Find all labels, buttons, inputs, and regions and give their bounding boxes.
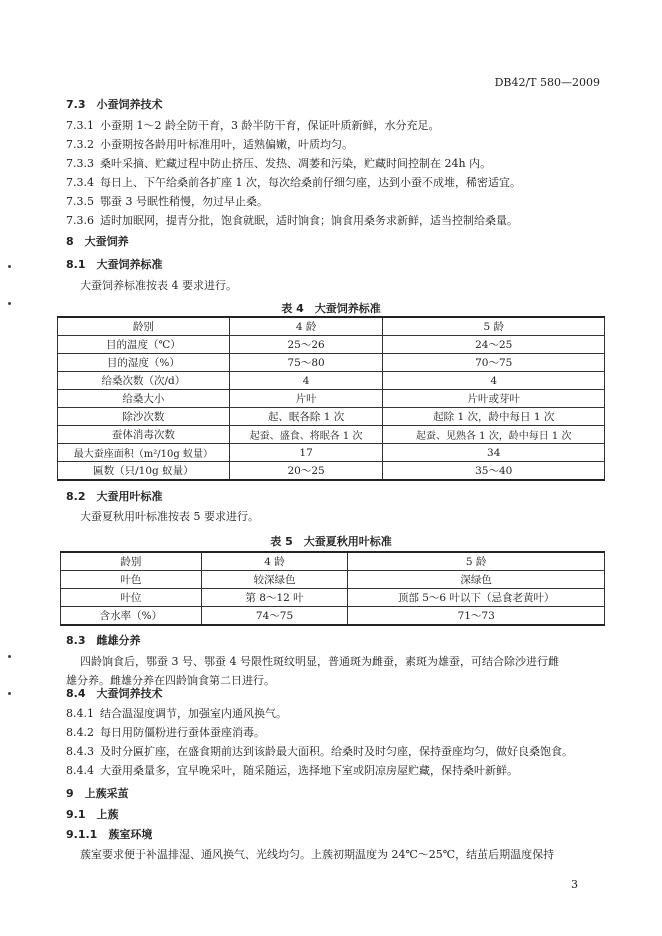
table-cell: 70～75 [383,354,605,372]
table-cell: 片叶 [229,390,383,408]
table-5 [60,551,605,626]
table-cell: 目的湿度（%） [58,354,230,372]
clause-8-4-4: 8.4.4 大蚕用桑量多，宜早晚采叶，随采随运，选择地下室或阴凉房屋贮藏，保持桑叶新鲜。 [66,764,518,777]
table-cell: 起除 1 次，龄中每日 1 次 [383,408,605,426]
margin-mark [8,692,11,695]
table-cell: 目的温度（℃） [58,336,230,354]
table-row [58,372,605,390]
table-row [61,607,605,626]
table-cell: 叶位 [61,589,202,607]
clause-8-4-3: 8.4.3 及时分匾扩座，在盛食期前达到该龄最大面积。给桑时及时匀座，保持蚕座均匀，做好良桑饱食。 [66,745,573,758]
section-7-3-title: 7.3 小蚕饲养技术 [66,98,163,111]
table-cell: 给桑次数（次/d） [58,372,230,390]
section-8-3-line-2: 雄分养。雌雄分养在四龄饷食第二日进行。 [66,674,275,687]
table-row [58,426,605,444]
table-cell: 34 [383,444,605,462]
table-cell: 含水率（%） [61,607,202,626]
table-cell: 深绿色 [348,571,605,589]
section-8-1-text: 大蚕饲养标准按表 4 要求进行。 [80,279,237,292]
table-cell: 起、眠各除 1 次 [229,408,383,426]
table-5-caption: 表 5 大蚕夏秋用叶标准 [270,535,392,548]
table-row [58,317,605,336]
table-header-cell: 4 龄 [229,317,383,336]
table-row [61,552,605,571]
table-cell: 较深绿色 [201,571,348,589]
clause-7-3-2: 7.3.2 小蚕期按各龄用叶标准用叶，适熟偏嫩，叶质均匀。 [66,138,353,151]
margin-mark [8,265,11,268]
table-cell: 4 [229,372,383,390]
table-row [58,462,605,481]
section-8-4-title: 8.4 大蚕饲养技术 [66,687,163,700]
table-row [58,336,605,354]
clause-7-3-1: 7.3.1 小蚕期 1～2 龄全防干育，3 龄半防干育，保证叶质新鲜，水分充足。 [66,119,440,132]
table-row [58,444,605,462]
clause-7-3-4: 7.3.4 每日上、下午给桑前各扩座 1 次，每次给桑前仔细匀座，达到小蚕不成堆，稀密适宜。 [66,176,521,189]
table-cell: 最大蚕座面积（m²/10g 蚁量） [58,444,230,462]
clause-7-3-5: 7.3.5 鄂蚕 3 号眠性稍慢，勿过早止桑。 [66,195,268,208]
table-cell: 顶部 5～6 叶以下（忌食老黄叶） [348,589,605,607]
table-cell: 蚕体消毒次数 [58,426,230,444]
section-8-title: 8 大蚕饲养 [66,235,129,248]
table-4 [57,316,605,481]
table-cell: 匾数（只/10g 蚁量） [58,462,230,481]
margin-mark [8,655,11,658]
table-cell: 片叶或芽叶 [383,390,605,408]
table-header-cell: 龄别 [61,552,202,571]
table-cell: 17 [229,444,383,462]
clause-8-4-1: 8.4.1 结合温湿度调节，加强室内通风换气。 [66,707,287,720]
table-row [61,589,605,607]
table-header-cell: 龄别 [58,317,230,336]
table-header-cell: 5 龄 [383,317,605,336]
section-9-1-1-text: 蔟室要求便于补温排湿、通风换气、光线均匀。上蔟初期温度为 24℃～25℃，结茧后期温度保持 [80,848,555,861]
table-cell: 75～80 [229,354,383,372]
page-number: 3 [571,878,578,891]
table-cell: 35～40 [383,462,605,481]
clause-7-3-3: 7.3.3 桑叶采摘、贮藏过程中防止挤压、发热、凋萎和污染，贮藏时间控制在 24h 内。 [66,157,492,170]
table-row [61,571,605,589]
table-cell: 起蚕、盛食、将眠各 1 次 [229,426,383,444]
section-9-title: 9 上蔟采茧 [66,787,129,800]
table-header-cell: 5 龄 [348,552,605,571]
table-cell: 4 [383,372,605,390]
table-cell: 74～75 [201,607,348,626]
document-code: DB42/T 580—2009 [494,76,600,89]
table-4-caption: 表 4 大蚕饲养标准 [281,302,381,315]
table-row [58,354,605,372]
table-cell: 第 8～12 叶 [201,589,348,607]
table-row [58,390,605,408]
table-cell: 除沙次数 [58,408,230,426]
section-8-2-text: 大蚕夏秋用叶标准按表 5 要求进行。 [80,510,259,523]
clause-7-3-6: 7.3.6 适时加眠网，提青分批，饱食就眠，适时饷食；饷食用桑务求新鲜，适当控制给桑量。 [66,214,518,227]
section-8-2-title: 8.2 大蚕用叶标准 [66,490,163,503]
table-row [58,408,605,426]
section-8-1-title: 8.1 大蚕饲养标准 [66,258,163,271]
table-cell: 24～25 [383,336,605,354]
section-9-1-title: 9.1 上蔟 [66,808,119,821]
section-8-3-title: 8.3 雌雄分养 [66,634,141,647]
table-cell: 叶色 [61,571,202,589]
section-9-1-1-title: 9.1.1 蔟室环境 [66,828,153,841]
table-cell: 20～25 [229,462,383,481]
section-8-3-line-1: 四龄饷食后，鄂蚕 3 号、鄂蚕 4 号限性斑纹明显，普通斑为雌蚕，素斑为雄蚕，可结合除沙进行雌 [80,655,559,668]
table-cell: 给桑大小 [58,390,230,408]
clause-8-4-2: 8.4.2 每日用防僵粉进行蚕体蚕座消毒。 [66,726,265,739]
table-cell: 25～26 [229,336,383,354]
table-cell: 71～73 [348,607,605,626]
table-cell: 起蚕、见熟各 1 次，龄中每日 1 次 [383,426,605,444]
table-header-cell: 4 龄 [201,552,348,571]
